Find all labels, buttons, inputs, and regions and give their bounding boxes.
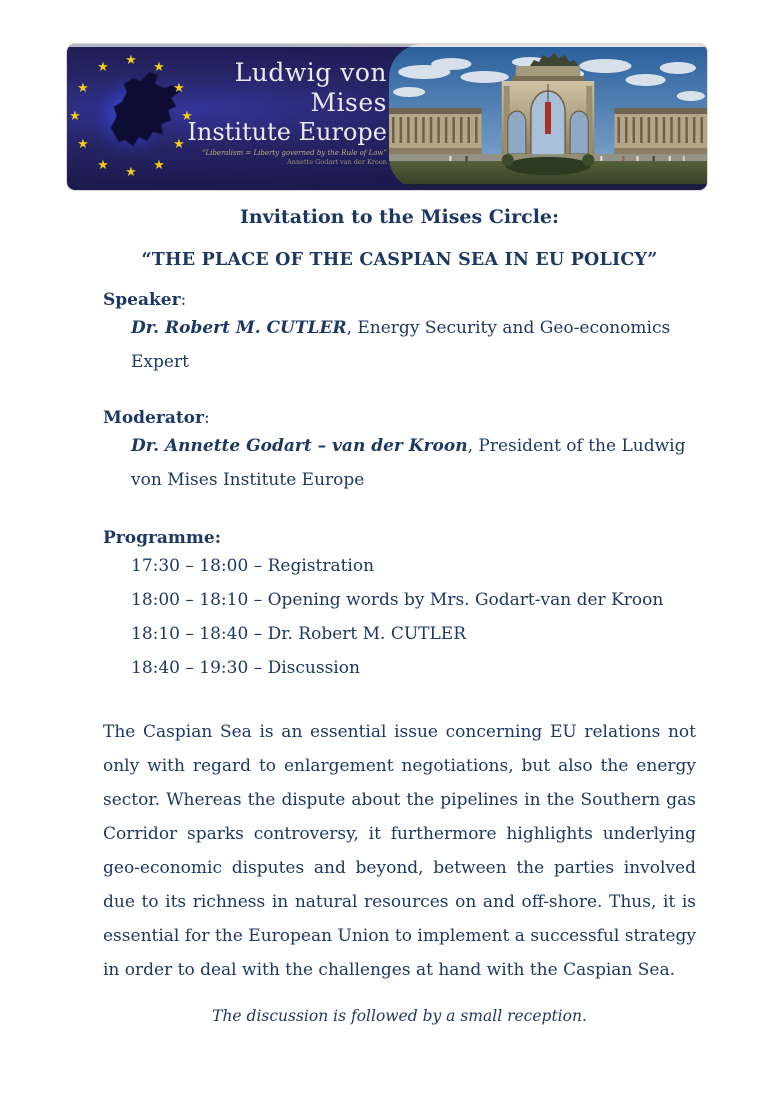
svg-text:★: ★ — [97, 60, 109, 75]
programme-item: 18:10 – 18:40 – Dr. Robert M. CUTLER — [131, 624, 467, 644]
svg-text:★: ★ — [77, 81, 89, 96]
speaker-label — [103, 289, 696, 311]
photo-bottom-band — [389, 184, 707, 190]
invitation-subtitle: Invitation to the Mises Circle: — [239, 206, 560, 228]
programme-item: 17:30 – 18:00 – Registration — [131, 556, 375, 576]
logo-tagline: “Liberalism = Liberty governed by the Rule of Law” — [201, 149, 387, 157]
arch-photo — [389, 44, 707, 190]
reception-note: The discussion is followed by a small reception. — [212, 1007, 587, 1025]
svg-text:★: ★ — [69, 109, 81, 124]
speaker-label-text: Speaker — [103, 290, 181, 310]
invitation-body — [0, 205, 774, 1027]
programme-item: 18:00 – 18:10 – Opening words by Mrs. Godart-van der Kroon — [131, 590, 664, 610]
moderator-label-colon: : — [203, 408, 210, 428]
colonnade-left — [389, 108, 482, 154]
banner-top-strip — [67, 44, 707, 47]
moderator-line — [103, 429, 696, 497]
svg-text:★: ★ — [153, 60, 165, 75]
svg-text:★: ★ — [97, 158, 109, 173]
speaker-name: Dr. Robert M. CUTLER — [131, 318, 347, 338]
svg-text:★: ★ — [125, 165, 137, 180]
speaker-label-colon: : — [180, 290, 187, 310]
logo-wordmark — [187, 58, 387, 166]
hedge — [506, 157, 591, 175]
programme-label: Programme: — [103, 528, 222, 548]
programme-item: 18:40 – 19:30 – Discussion — [131, 658, 360, 678]
speaker-description: , Energy Security and Geo-economics Expert — [131, 318, 671, 372]
colonnade-right — [614, 108, 707, 154]
logo-title-line1: Ludwig von Mises — [234, 58, 387, 117]
svg-text:★: ★ — [173, 137, 185, 152]
moderator-description: , President of the Ludwig von Mises Institute Europe — [131, 436, 686, 490]
svg-text:★: ★ — [77, 137, 89, 152]
svg-text:★: ★ — [125, 53, 137, 68]
speaker-line — [103, 311, 696, 379]
logo-title-line2: Institute Europe — [187, 118, 387, 146]
moderator-label-text: Moderator — [103, 408, 204, 428]
moderator-name: Dr. Annette Godart – van der Kroon — [131, 436, 468, 456]
description-paragraph: The Caspian Sea is an essential issue concerning EU relations not only with regard to enlargement negotiations, but also the energy sector. Whereas the dispute about the pipelines in the Southern gas Corridor sparks controversy, it furthermore highlights underlying geo-economic disputes and beyond, between the parties involved due to its richness in natural resources on and off-shore. Thus, it is essential for the European Union to implement a successful strategy in order to deal with the challenges at hand with the Caspian Sea. — [103, 722, 696, 980]
arch-photo-graphic — [389, 44, 707, 190]
svg-text:★: ★ — [181, 109, 193, 124]
moderator-label — [103, 407, 696, 429]
svg-text:★: ★ — [153, 158, 165, 173]
event-title: “THE PLACE OF THE CASPIAN SEA IN EU POLICY” — [141, 250, 658, 270]
logo-tagline-author: Annette Godart van der Kroon — [287, 158, 387, 166]
svg-text:★: ★ — [173, 81, 185, 96]
header-banner — [67, 44, 707, 190]
